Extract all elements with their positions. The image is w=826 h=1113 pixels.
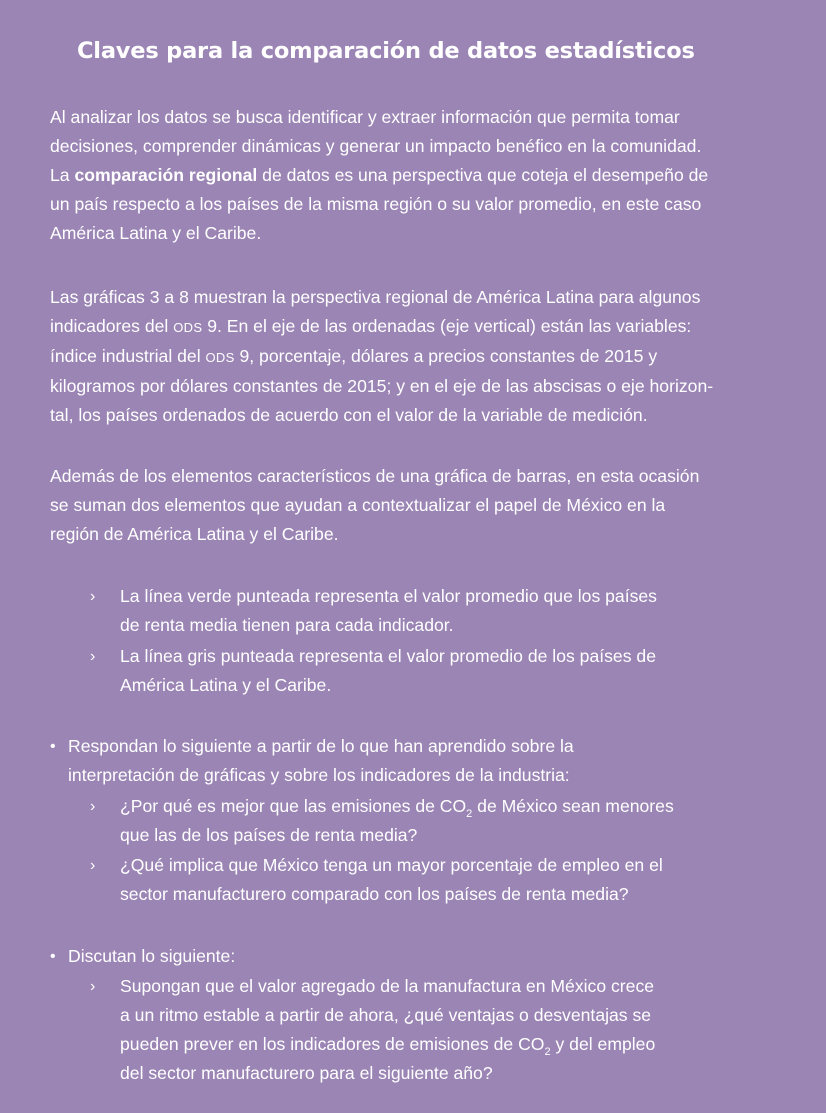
text-line: Al analizar los datos se busca identificar y extraer información que permita tomar bbox=[50, 107, 680, 127]
text-fragment: 9. En el eje de las ordenadas (eje vertical) están las variables: bbox=[202, 316, 692, 336]
text-fragment: ¿Por qué es mejor que las emisiones de CO bbox=[120, 796, 467, 816]
text-fragment: indicadores del bbox=[50, 316, 174, 336]
text-line: Supongan que el valor agregado de la manufactura en México crece bbox=[120, 976, 655, 996]
intro-paragraph bbox=[50, 103, 810, 248]
legend-item-green-line bbox=[90, 582, 657, 640]
text-line: se suman dos elementos que ayudan a contextualizar el papel de México en la bbox=[50, 495, 666, 515]
text-line: Respondan lo siguiente a partir de lo que han aprendido sobre la bbox=[68, 736, 574, 756]
chevron-right-icon: › bbox=[90, 857, 96, 874]
text-fragment: de México sean menores bbox=[472, 796, 674, 816]
bold-term: comparación regional bbox=[74, 165, 258, 185]
text-line: América Latina y el Caribe. bbox=[50, 223, 262, 243]
text-line: Las gráficas 3 a 8 muestran la perspectiva regional de América Latina para algunos bbox=[50, 287, 701, 307]
subscript: 2 bbox=[466, 808, 473, 820]
text-line: del sector manufacturero para el siguiente año? bbox=[120, 1063, 493, 1083]
legend-item-gray-line bbox=[90, 642, 656, 700]
activity-discuss bbox=[68, 942, 235, 971]
text-line bbox=[50, 312, 810, 342]
text-fragment: y del empleo bbox=[550, 1034, 656, 1054]
acronym: ODS bbox=[173, 320, 203, 335]
chevron-right-icon: › bbox=[90, 648, 96, 665]
bullet-icon: • bbox=[50, 948, 56, 965]
chevron-right-icon: › bbox=[90, 798, 96, 815]
question-manufacturing-employment bbox=[90, 851, 663, 909]
text-line: Discutan lo siguiente: bbox=[68, 946, 236, 966]
text-line bbox=[50, 342, 810, 372]
question-manufacturing-growth bbox=[90, 972, 656, 1088]
text-fragment: índice industrial del bbox=[50, 346, 206, 366]
text-line: tal, los países ordenados de acuerdo con el valor de la variable de medición. bbox=[50, 405, 648, 425]
text-line: América Latina y el Caribe. bbox=[120, 675, 332, 695]
text-line: Además de los elementos característicos de una gráfica de barras, en esta ocasión bbox=[50, 466, 700, 486]
text-line: un país respecto a los países de la misma región o su valor promedio, en este caso bbox=[50, 194, 702, 214]
question-co2-emissions bbox=[90, 792, 674, 850]
text-fragment: La bbox=[50, 165, 75, 185]
text-line: sector manufacturero comparado con los países de renta media? bbox=[120, 884, 629, 904]
text-line: a un ritmo estable a partir de ahora, ¿qué ventajas o desventajas se bbox=[120, 1005, 652, 1025]
page-title: Claves para la comparación de datos estadísticos bbox=[77, 38, 695, 64]
bullet-icon: • bbox=[50, 738, 56, 755]
acronym: ODS bbox=[205, 350, 235, 365]
text-line: región de América Latina y el Caribe. bbox=[50, 524, 339, 544]
text-line: decisiones, comprender dinámicas y generar un impacto benéfico en la comunidad. bbox=[50, 136, 702, 156]
charts-paragraph bbox=[50, 283, 810, 430]
text-line bbox=[120, 792, 674, 821]
text-line: de renta media tienen para cada indicador. bbox=[120, 615, 454, 635]
context-paragraph bbox=[50, 462, 810, 549]
chevron-right-icon: › bbox=[90, 588, 96, 605]
text-fragment: 9, porcentaje, dólares a precios constantes de 2015 y bbox=[234, 346, 658, 366]
text-line: interpretación de gráficas y sobre los indicadores de la industria: bbox=[68, 765, 570, 785]
text-fragment: de datos es una perspectiva que coteja el desempeño de bbox=[257, 165, 709, 185]
text-line: La línea gris punteada representa el valor promedio de los países de bbox=[120, 646, 656, 666]
subscript: 2 bbox=[544, 1046, 551, 1058]
text-line: kilogramos por dólares constantes de 2015; y en el eje de las abscisas o eje horizon- bbox=[50, 376, 714, 396]
text-line: que las de los países de renta media? bbox=[120, 825, 418, 845]
text-line: ¿Qué implica que México tenga un mayor porcentaje de empleo en el bbox=[120, 855, 663, 875]
text-line: La línea verde punteada representa el valor promedio que los países bbox=[120, 586, 657, 606]
chevron-right-icon: › bbox=[90, 978, 96, 995]
text-fragment: pueden prever en los indicadores de emisiones de CO bbox=[120, 1034, 545, 1054]
activity-respond bbox=[68, 732, 574, 790]
text-line bbox=[120, 1030, 655, 1059]
text-line bbox=[50, 161, 810, 190]
